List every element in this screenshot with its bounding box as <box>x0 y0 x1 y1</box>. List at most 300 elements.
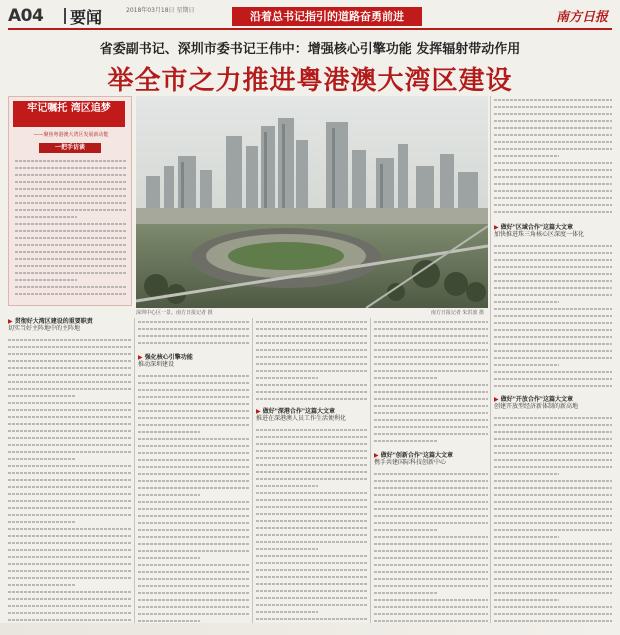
text-line <box>256 339 368 346</box>
text-line <box>256 587 368 594</box>
text-line <box>138 596 250 603</box>
text-line <box>15 255 127 262</box>
text-line <box>494 249 612 256</box>
text-line <box>494 159 612 166</box>
text-line <box>494 428 612 435</box>
text-line <box>8 595 132 602</box>
text-line <box>138 393 250 400</box>
text-line <box>494 166 612 173</box>
text-line <box>494 470 559 477</box>
text-line <box>256 461 368 468</box>
lower-left-column <box>8 336 132 626</box>
text-line <box>494 526 612 533</box>
subhead-title: 做好"开放合作"这篇大文章 <box>500 396 573 403</box>
text-line <box>8 392 76 399</box>
text-line <box>494 103 612 110</box>
feature-subtitle: ——聚焦粤港澳大湾区发展新动能 <box>33 132 109 138</box>
text-lines <box>374 470 488 624</box>
text-line <box>494 152 559 159</box>
right-column-bottom <box>494 414 612 626</box>
photo-credit: 南方日报记者 朱洪波 摄 <box>430 310 484 316</box>
text-line <box>494 610 612 617</box>
text-line <box>138 561 250 568</box>
subhead-title: 强化核心引擎功能 <box>144 354 193 361</box>
text-line <box>138 547 250 554</box>
subhead-hk <box>256 408 368 422</box>
text-line <box>494 414 612 421</box>
text-lines <box>8 336 132 623</box>
text-line <box>256 489 368 496</box>
arrow-icon: ▶ <box>494 396 499 403</box>
text-lines <box>138 318 250 346</box>
text-line <box>256 510 368 517</box>
text-line <box>494 131 612 138</box>
subhead-innovation <box>374 452 488 466</box>
text-line <box>494 194 612 201</box>
text-line <box>15 178 127 185</box>
text-line <box>494 354 612 361</box>
header-divider <box>64 8 66 24</box>
subhead-regional <box>494 224 612 238</box>
text-line <box>374 437 437 444</box>
text-line <box>138 603 250 610</box>
text-line <box>374 561 488 568</box>
text-line <box>256 503 368 510</box>
text-line <box>138 414 250 421</box>
text-line <box>256 388 368 395</box>
text-line <box>8 553 132 560</box>
text-line <box>494 124 612 131</box>
text-line <box>494 145 612 152</box>
text-line <box>374 430 488 437</box>
text-line <box>8 581 76 588</box>
text-lines <box>138 372 250 624</box>
page-header <box>8 4 612 30</box>
text-line <box>256 353 368 360</box>
text-line <box>256 573 368 580</box>
text-line <box>15 206 127 213</box>
text-line <box>138 449 250 456</box>
text-line <box>374 332 488 339</box>
text-line <box>256 454 368 461</box>
text-line <box>494 242 612 249</box>
text-line <box>374 409 488 416</box>
text-line <box>8 427 132 434</box>
subhead-engine <box>138 354 250 368</box>
text-line <box>15 262 127 269</box>
lower-col2-top <box>138 318 250 352</box>
text-line <box>494 173 612 180</box>
text-line <box>138 456 250 463</box>
text-line <box>374 325 488 332</box>
text-line <box>8 343 132 350</box>
text-line <box>15 171 127 178</box>
text-line <box>138 325 250 332</box>
text-line <box>8 448 132 455</box>
text-line <box>494 505 612 512</box>
text-line <box>374 568 488 575</box>
subhead-subtitle: 携手共建国际科技创新中心 <box>374 459 447 466</box>
text-line <box>256 360 368 367</box>
text-line <box>8 336 132 343</box>
text-line <box>256 325 368 332</box>
text-line <box>8 497 132 504</box>
text-line <box>374 540 488 547</box>
text-line <box>494 201 612 208</box>
text-line <box>256 517 368 524</box>
page-footer <box>0 623 620 635</box>
text-line <box>138 540 250 547</box>
text-line <box>374 367 488 374</box>
text-line <box>8 525 132 532</box>
text-line <box>138 470 250 477</box>
text-line <box>138 526 250 533</box>
text-line <box>8 511 132 518</box>
text-line <box>494 421 612 428</box>
text-lines <box>256 426 368 622</box>
arrow-icon: ▶ <box>494 224 499 231</box>
text-line <box>138 421 250 428</box>
text-line <box>374 395 488 402</box>
text-line <box>8 490 132 497</box>
text-line <box>8 539 132 546</box>
text-line <box>374 491 488 498</box>
text-line <box>494 533 559 540</box>
text-line <box>8 574 132 581</box>
text-line <box>374 603 488 610</box>
text-line <box>8 504 132 511</box>
text-line <box>256 524 368 531</box>
text-line <box>374 533 488 540</box>
text-line <box>494 263 612 270</box>
text-line <box>374 526 437 533</box>
text-line <box>374 318 488 325</box>
text-line <box>256 566 368 573</box>
text-line <box>138 463 250 470</box>
column-rule <box>134 318 135 626</box>
text-line <box>15 234 127 241</box>
text-line <box>374 484 488 491</box>
text-line <box>494 491 612 498</box>
text-line <box>494 138 612 145</box>
text-line <box>494 547 612 554</box>
column-rule <box>252 318 253 626</box>
text-line <box>15 157 127 164</box>
text-line <box>256 608 318 615</box>
text-line <box>8 476 132 483</box>
header-banner: 沿着总书记指引的道路奋勇前进 <box>232 7 422 26</box>
text-line <box>494 326 612 333</box>
text-line <box>138 428 200 435</box>
text-line <box>138 491 200 498</box>
text-line <box>8 378 132 385</box>
text-line <box>494 435 612 442</box>
feature-box <box>8 96 132 306</box>
text-line <box>374 374 437 381</box>
lower-col4-body <box>374 470 488 626</box>
text-line <box>8 560 132 567</box>
text-line <box>256 601 368 608</box>
text-line <box>374 519 488 526</box>
text-line <box>15 276 77 283</box>
text-line <box>374 470 488 477</box>
text-line <box>374 339 488 346</box>
text-line <box>138 589 250 596</box>
text-line <box>374 498 488 505</box>
text-line <box>494 484 612 491</box>
subhead-title: 做好"创新合作"这篇大文章 <box>380 452 453 459</box>
subhead-opening <box>494 396 612 410</box>
subhead-subtitle: 推进在深港澳人员工作生活便利化 <box>256 415 347 422</box>
text-line <box>494 291 612 298</box>
text-line <box>8 469 132 476</box>
text-line <box>256 318 368 325</box>
text-line <box>8 371 132 378</box>
text-line <box>15 227 127 234</box>
feature-title: 牢记嘱托 湾区追梦 <box>13 101 125 127</box>
text-lines <box>15 157 127 297</box>
text-line <box>256 545 318 552</box>
text-line <box>138 554 200 561</box>
text-line <box>494 340 612 347</box>
lower-col3-top <box>256 318 368 406</box>
text-line <box>374 477 488 484</box>
text-line <box>8 434 132 441</box>
subhead-subtitle: 切实当好主阵地中的主阵地 <box>8 325 81 332</box>
kicker-headline: 省委副书记、深圳市委书记王伟中：增强核心引擎功能 发挥辐射带动作用 <box>99 42 521 57</box>
text-line <box>494 298 559 305</box>
text-line <box>138 332 250 339</box>
text-line <box>494 117 612 124</box>
text-line <box>374 582 488 589</box>
subhead-title: 做好"深港合作"这篇大文章 <box>262 408 335 415</box>
text-line <box>8 602 132 609</box>
subhead-subtitle: 创建开放型经济新体制的新高地 <box>494 403 579 410</box>
text-line <box>256 440 368 447</box>
text-line <box>138 533 250 540</box>
lower-col2-body <box>138 372 250 626</box>
text-line <box>494 477 612 484</box>
text-line <box>138 498 250 505</box>
subhead-title: 做好"区域合作"这篇大文章 <box>500 224 573 231</box>
text-line <box>138 442 250 449</box>
text-line <box>374 596 488 603</box>
text-line <box>494 596 559 603</box>
text-line <box>8 588 132 595</box>
text-line <box>8 483 132 490</box>
text-line <box>374 381 488 388</box>
text-line <box>256 346 368 353</box>
text-line <box>138 610 250 617</box>
text-line <box>374 360 488 367</box>
text-line <box>138 519 250 526</box>
text-line <box>15 220 127 227</box>
text-line <box>494 589 612 596</box>
text-line <box>8 567 132 574</box>
text-line <box>138 512 250 519</box>
text-line <box>256 552 368 559</box>
text-line <box>374 423 488 430</box>
text-line <box>138 386 250 393</box>
text-line <box>494 463 612 470</box>
text-line <box>494 449 612 456</box>
text-line <box>8 413 132 420</box>
text-line <box>8 364 132 371</box>
text-line <box>8 616 132 623</box>
text-line <box>374 346 488 353</box>
text-line <box>8 357 132 364</box>
text-line <box>15 185 127 192</box>
text-line <box>494 382 612 389</box>
text-line <box>494 96 612 103</box>
text-line <box>138 339 250 346</box>
text-line <box>374 353 488 360</box>
masthead-logo: 南方日报 <box>555 10 608 25</box>
text-line <box>256 426 368 433</box>
text-line <box>256 475 368 482</box>
text-line <box>494 319 612 326</box>
text-line <box>256 374 318 381</box>
text-line <box>494 582 612 589</box>
main-headline: 举全市之力推进粤港澳大湾区建设 <box>107 66 513 96</box>
text-line <box>374 554 488 561</box>
arrow-icon: ▶ <box>138 354 143 361</box>
text-line <box>138 484 250 491</box>
text-line <box>15 199 127 206</box>
text-line <box>494 180 612 187</box>
text-line <box>15 290 127 297</box>
text-line <box>494 498 612 505</box>
text-line <box>256 381 368 388</box>
text-line <box>494 603 612 610</box>
text-line <box>256 468 368 475</box>
arrow-icon: ▶ <box>8 318 13 325</box>
text-line <box>138 407 250 414</box>
text-line <box>256 367 368 374</box>
text-line <box>256 395 368 402</box>
text-line <box>374 505 488 512</box>
text-lines <box>494 242 612 389</box>
text-line <box>494 347 612 354</box>
subhead-subtitle: 推动深圳建设 <box>138 361 175 368</box>
photo-caption-text: 深圳中心区一景。南方日报记者 摄 <box>136 310 213 316</box>
text-line <box>8 455 76 462</box>
text-line <box>138 379 250 386</box>
text-line <box>494 561 612 568</box>
text-line <box>15 283 127 290</box>
text-line <box>374 512 488 519</box>
right-column-top <box>494 96 612 220</box>
text-line <box>494 305 612 312</box>
lower-col3-body <box>256 426 368 626</box>
feature-body-text <box>15 157 127 303</box>
subhead-duties <box>8 318 132 332</box>
text-line <box>8 441 132 448</box>
text-line <box>8 462 132 469</box>
text-line <box>8 532 132 539</box>
text-line <box>494 312 612 319</box>
text-line <box>8 546 132 553</box>
feature-tag: 一把手访谈 <box>39 143 101 153</box>
text-line <box>256 447 368 454</box>
text-line <box>374 610 488 617</box>
arrow-icon: ▶ <box>256 408 261 415</box>
text-line <box>138 318 250 325</box>
text-line <box>374 589 437 596</box>
text-line <box>494 256 612 263</box>
column-rule <box>490 96 491 626</box>
text-line <box>494 540 612 547</box>
text-line <box>138 435 250 442</box>
text-lines <box>374 318 488 444</box>
text-line <box>8 350 132 357</box>
text-line <box>374 416 488 423</box>
text-line <box>494 519 612 526</box>
text-line <box>8 518 76 525</box>
text-line <box>494 568 612 575</box>
text-line <box>15 192 127 199</box>
page-number: A04 <box>8 6 44 26</box>
text-lines <box>494 414 612 624</box>
text-line <box>256 496 368 503</box>
text-line <box>8 406 132 413</box>
text-line <box>256 538 368 545</box>
text-line <box>15 164 127 171</box>
text-line <box>138 568 250 575</box>
right-column-mid <box>494 242 612 394</box>
text-line <box>138 372 250 379</box>
city-photo-illustration <box>136 96 488 308</box>
city-photo <box>136 96 488 308</box>
text-line <box>138 505 250 512</box>
text-line <box>8 385 132 392</box>
text-line <box>15 248 127 255</box>
text-line <box>494 361 559 368</box>
text-line <box>256 433 368 440</box>
text-line <box>138 400 250 407</box>
text-line <box>15 213 77 220</box>
text-line <box>256 332 368 339</box>
text-line <box>494 208 612 215</box>
photo-caption <box>136 309 488 316</box>
text-line <box>256 482 318 489</box>
text-line <box>494 187 612 194</box>
text-line <box>374 575 488 582</box>
text-line <box>8 609 132 616</box>
text-line <box>8 420 132 427</box>
text-line <box>138 477 250 484</box>
text-line <box>374 547 488 554</box>
text-line <box>256 531 368 538</box>
text-line <box>138 575 250 582</box>
text-line <box>374 402 488 409</box>
text-line <box>256 594 368 601</box>
text-line <box>15 269 127 276</box>
text-line <box>494 284 612 291</box>
text-line <box>494 368 612 375</box>
text-line <box>494 110 612 117</box>
text-line <box>494 575 612 582</box>
text-lines <box>256 318 368 402</box>
column-rule <box>370 318 371 626</box>
text-line <box>494 277 612 284</box>
text-line <box>15 241 127 248</box>
text-line <box>256 559 368 566</box>
text-line <box>494 442 612 449</box>
text-line <box>374 388 488 395</box>
subhead-title: 贯彻好大湾区建设的重要职责 <box>14 318 93 325</box>
text-line <box>494 333 612 340</box>
